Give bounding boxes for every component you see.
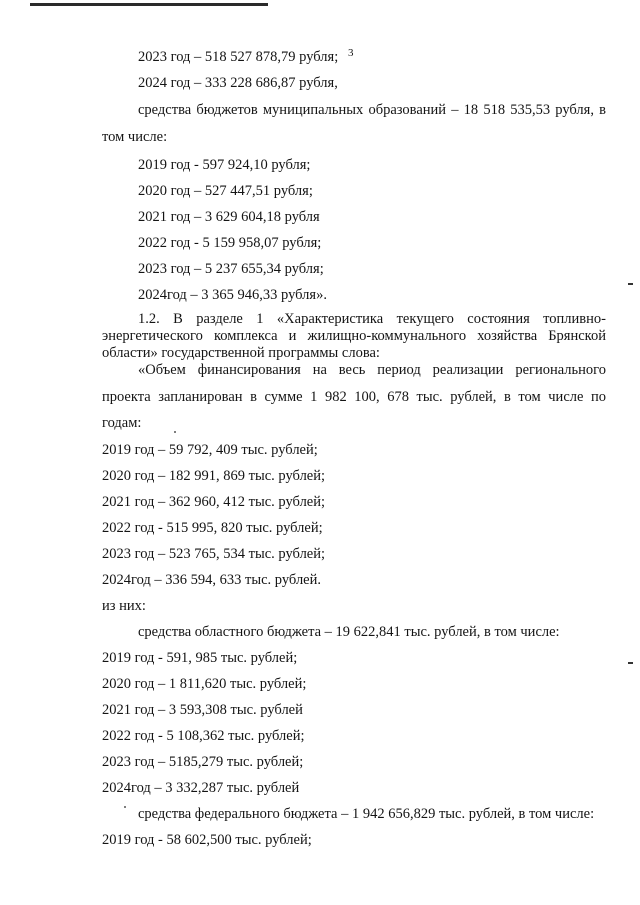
- paragraph-line: годам:: [102, 415, 142, 431]
- text-line: 2023 год – 5185,279 тыс. рублей;: [102, 754, 304, 770]
- scan-edge-line: [30, 3, 268, 6]
- text-line: 2022 год - 5 159 958,07 рубля;: [138, 235, 322, 251]
- text-line: 2024год – 336 594, 633 тыс. рублей.: [102, 572, 322, 588]
- text-line: 2022 год - 515 995, 820 тыс. рублей;: [102, 520, 323, 536]
- text-line: 2019 год - 591, 985 тыс. рублей;: [102, 650, 298, 666]
- paragraph-line: энергетического комплекса и жилищно-коммунального хозяйства Брянской: [102, 328, 606, 344]
- text-line: 2023 год – 523 765, 534 тыс. рублей;: [102, 546, 326, 562]
- text-line: 2019 год - 58 602,500 тыс. рублей;: [102, 832, 312, 848]
- text-line: 2020 год – 182 991, 869 тыс. рублей;: [102, 468, 326, 484]
- text-line: 2024год – 3 365 946,33 рубля».: [138, 287, 327, 303]
- text-line: 2021 год – 362 960, 412 тыс. рублей;: [102, 494, 326, 510]
- text-line: том числе:: [102, 129, 168, 145]
- text-line: 2023 год – 518 527 878,79 рубля;: [138, 49, 339, 65]
- paragraph-line: области» государственной программы слова:: [102, 345, 380, 361]
- scan-mark: [628, 283, 633, 285]
- paragraph-line: проекта запланирован в сумме 1 982 100, 678 тыс. рублей, в том числе по: [102, 389, 606, 405]
- text-line: 2024 год – 333 228 686,87 рубля,: [138, 75, 338, 91]
- text-line: 2021 год – 3 593,308 тыс. рублей: [102, 702, 303, 718]
- scan-mark: [174, 431, 176, 433]
- scan-mark: [124, 806, 126, 808]
- text-line: 2024год – 3 332,287 тыс. рублей: [102, 780, 300, 796]
- paragraph-line: 1.2. В разделе 1 «Характеристика текущего состояния топливно-: [138, 311, 606, 327]
- text-line: 2020 год – 1 811,620 тыс. рублей;: [102, 676, 307, 692]
- text-line: 2023 год – 5 237 655,34 рубля;: [138, 261, 324, 277]
- text-line: 2019 год – 59 792, 409 тыс. рублей;: [102, 442, 318, 458]
- paragraph-line: «Объем финансирования на весь период реализации регионального: [138, 362, 606, 378]
- text-line: средства бюджетов муниципальных образований – 18 518 535,53 рубля, в: [138, 102, 606, 118]
- text-line: 2020 год – 527 447,51 рубля;: [138, 183, 313, 199]
- text-line: 2019 год - 597 924,10 рубля;: [138, 157, 311, 173]
- text-line: 2022 год - 5 108,362 тыс. рублей;: [102, 728, 305, 744]
- scan-mark: [628, 662, 633, 664]
- text-line: средства областного бюджета – 19 622,841 тыс. рублей, в том числе:: [138, 624, 560, 640]
- text-line: 2021 год – 3 629 604,18 рубля: [138, 209, 320, 225]
- text-line: средства федерального бюджета – 1 942 656,829 тыс. рублей, в том числе:: [138, 806, 595, 822]
- text-line: из них:: [102, 598, 146, 614]
- page-number: 3: [348, 47, 354, 59]
